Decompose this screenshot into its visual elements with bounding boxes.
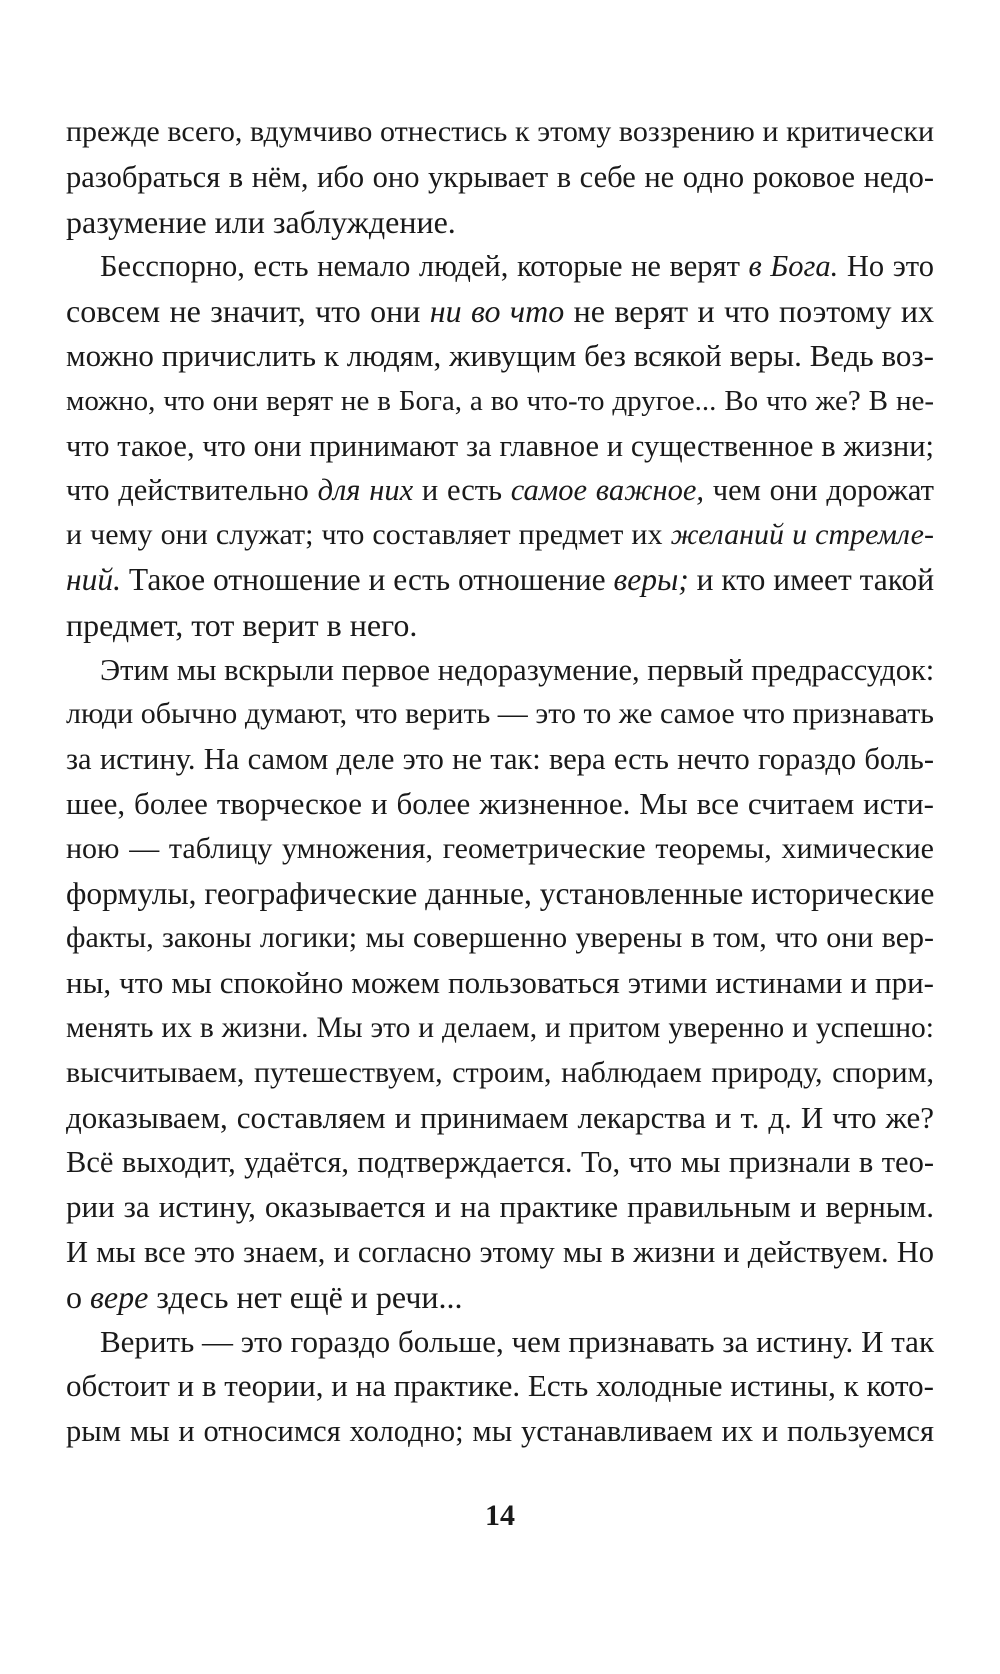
text-line — [66, 154, 934, 200]
emphasis-text: вере — [90, 1278, 149, 1315]
line-text: Но это — [838, 249, 934, 284]
line-text: предмет, тот верит в него. — [66, 606, 418, 643]
text-line — [100, 1319, 934, 1365]
line-text: и есть — [413, 473, 511, 508]
line-text: можно причислить к людям, живущим без всякой веры. Ведь воз- — [66, 338, 934, 373]
line-text: формулы, географические данные, установленные исторические — [66, 875, 935, 911]
line-text: ною — таблицу умножения, геометрические теоремы, химические — [66, 831, 934, 865]
line-text: совсем не значит, что они — [66, 293, 430, 330]
text-line — [66, 1274, 463, 1320]
line-text: рии за истину, оказывается и на практике правильным и верным. — [66, 1189, 934, 1225]
emphasis-text: веры; — [613, 562, 689, 597]
emphasis-text: ни во что — [429, 293, 565, 330]
line-text: ны, что мы спокойно можем пользоваться этими истинами и при- — [66, 965, 934, 1001]
text-line — [100, 647, 934, 693]
emphasis-text: самое важное, — [510, 473, 704, 508]
text-line — [66, 1050, 934, 1096]
text-line — [66, 378, 934, 424]
text-line — [66, 467, 934, 513]
text-line — [66, 109, 934, 155]
line-text: здесь нет ещё и речи... — [148, 1278, 463, 1315]
line-text: можно, что они верят не в Бога, а во что-то другое... Во что же? В не- — [66, 384, 934, 417]
line-text: и кто имеет такой — [688, 562, 935, 597]
line-text: шее, более творческое и более жизненное. Мы все считаем исти- — [66, 786, 934, 821]
text-line — [66, 1229, 934, 1275]
line-text: И мы все это знаем, и согласно этому мы в жизни и действуем. Но — [66, 1235, 934, 1269]
text-line — [66, 1005, 934, 1051]
line-text: Такое отношение и есть отношение — [121, 562, 614, 597]
emphasis-text: желаний и стремле- — [670, 518, 934, 552]
emphasis-text: для них — [317, 473, 414, 508]
line-text: разобраться в нём, ибо оно укрывает в себе не одно роковое недо- — [66, 159, 934, 194]
text-line — [66, 1139, 934, 1185]
text-line — [66, 736, 934, 782]
text-line — [66, 512, 934, 558]
line-text: Этим мы вскрыли первое недоразумение, первый предрассудок: — [100, 652, 935, 687]
line-text: за истину. На самом деле это не так: вера есть нечто гораздо боль- — [66, 742, 934, 777]
text-line — [66, 423, 934, 469]
text-line — [66, 915, 934, 961]
line-text: не верят и что поэтому их — [564, 293, 934, 330]
line-text: доказываем, составляем и принимаем лекарства и т. д. И что же? — [66, 1099, 934, 1135]
line-text: Верить — это гораздо больше, чем признавать за истину. И так — [100, 1323, 934, 1359]
line-text: люди обычно думают, что верить — это то же самое что признавать — [66, 697, 934, 731]
line-text: разумение или заблуждение. — [66, 203, 456, 240]
line-text: Бесспорно, есть немало людей, которые не верят — [100, 249, 749, 284]
text-line — [100, 243, 934, 289]
text-line — [66, 1408, 934, 1454]
text-line — [66, 871, 934, 917]
page-number: 14 — [485, 1499, 515, 1532]
text-line — [66, 288, 934, 334]
text-line — [66, 333, 934, 379]
line-text: о — [66, 1278, 90, 1315]
text-line — [66, 557, 934, 603]
line-text: высчитываем, путешествуем, строим, наблюдаем природу, спорим, — [66, 1055, 934, 1089]
text-line — [66, 199, 456, 245]
text-line — [66, 1363, 934, 1409]
line-text: прежде всего, вдумчиво отнестись к этому воззрению и критически — [66, 115, 934, 148]
line-text: факты, законы логики; мы совершенно уверены в том, что они вер- — [66, 921, 934, 955]
line-text: что такое, что они принимают за главное и существенное в жизни; — [66, 428, 934, 463]
line-text: чем они дорожат — [704, 473, 934, 508]
line-text: менять их в жизни. Мы это и делаем, и притом уверенно и успешно: — [66, 1012, 934, 1044]
text-line — [66, 1184, 934, 1230]
text-line — [66, 691, 934, 737]
text-line — [66, 826, 934, 872]
text-line — [66, 1095, 934, 1141]
line-text: рым мы и относимся холодно; мы устанавливаем их и пользуемся — [66, 1414, 934, 1449]
emphasis-text: в Бога. — [748, 249, 839, 284]
text-line — [66, 602, 417, 648]
text-line — [66, 960, 934, 1006]
line-text: Всё выходит, удаётся, подтверждается. То, что мы признали в тео- — [66, 1145, 934, 1180]
line-text: что действительно — [66, 473, 318, 508]
emphasis-text: ний. — [66, 562, 122, 597]
text-line — [66, 781, 934, 827]
line-text: и чему они служат; что составляет предмет их — [66, 518, 671, 552]
line-text: обстоит и в теории, и на практике. Есть холодные истины, к кото- — [66, 1368, 934, 1404]
